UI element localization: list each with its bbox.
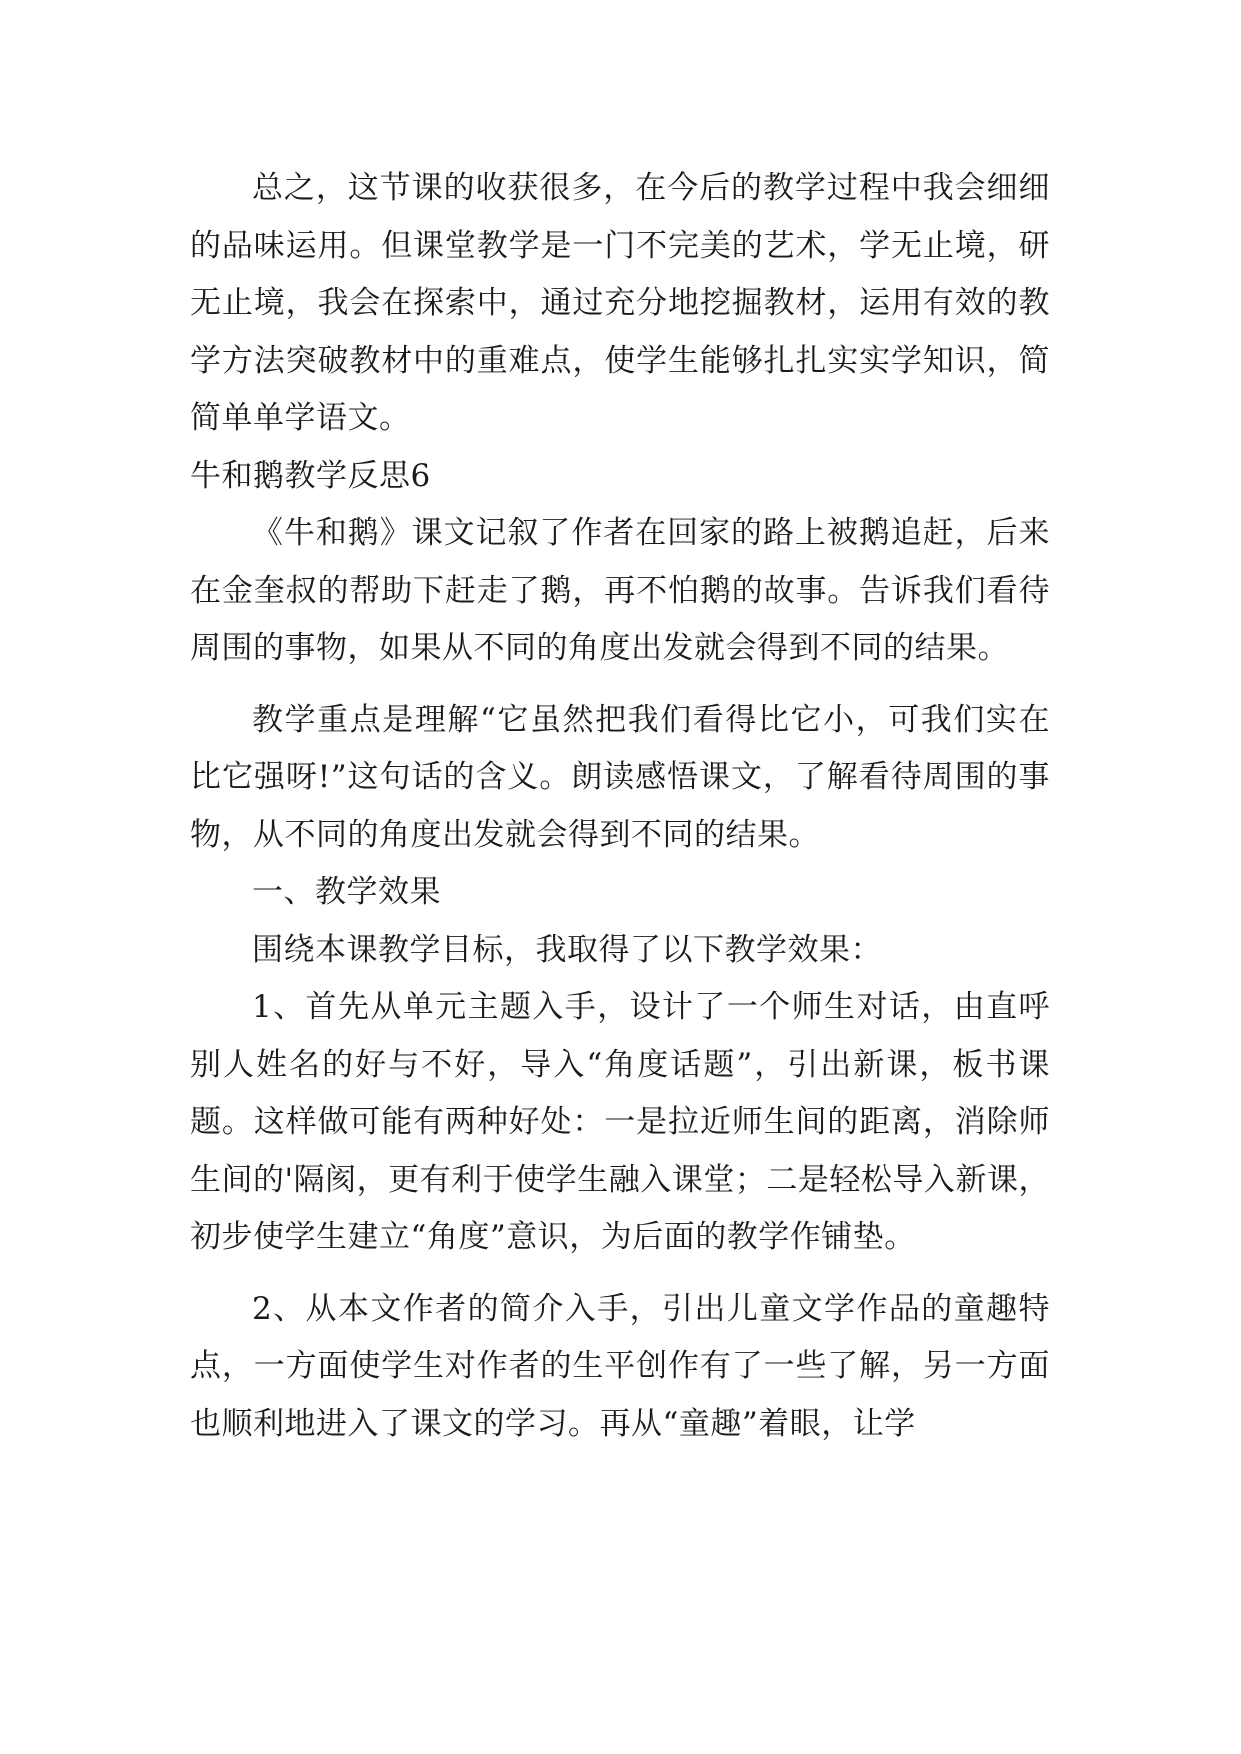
subheading-effects: 一、教学效果: [252, 874, 441, 910]
paragraph-lead: 围绕本课教学目标，我取得了以下教学效果：: [252, 931, 882, 968]
paragraph-intro: 《牛和鹅》课文记叙了作者在回家的路上被鹅追赶，后来在金奎叔的帮助下赶走了鹅，再不怕鹅的故事。告诉我们看待周围的事物，如果从不同的角度出发就会得到不同的结果。: [190, 515, 1050, 666]
section-title: 牛和鹅教学反思6: [190, 457, 431, 494]
paragraph-summary: 总之，这节课的收获很多，在今后的教学过程中我会细细的品味运用。但课堂教学是一门不完美的艺术，学无止境，研无止境，我会在探索中，通过充分地挖掘教材，运用有效的教学方法突破教材中的重难点，使学生能够扎扎实实学知识，简简单单学语文。: [190, 170, 1050, 436]
document-body: [190, 160, 1050, 1453]
paragraph-focus: 教学重点是理解“它虽然把我们看得比它小，可我们实在比它强呀!”这句话的含义。朗读感悟课文，了解看待周围的事物，从不同的角度出发就会得到不同的结果。: [190, 701, 1050, 853]
paragraph-point-1: 1、首先从单元主题入手，设计了一个师生对话，由直呼别人姓名的好与不好，导入“角度话题”，引出新课，板书课题。这样做可能有两种好处：一是拉近师生间的距离，消除师生间的'隔阂，更有利于使学生融入课堂；二是轻松导入新课，初步使学生建立“角度”意识，为后面的教学作铺垫。: [190, 989, 1050, 1255]
paragraph-point-2: 2、从本文作者的简介入手，引出儿童文学作品的童趣特点，一方面使学生对作者的生平创作有了一些了解，另一方面也顺利地进入了课文的学习。再从“童趣”着眼，让学: [190, 1290, 1050, 1442]
